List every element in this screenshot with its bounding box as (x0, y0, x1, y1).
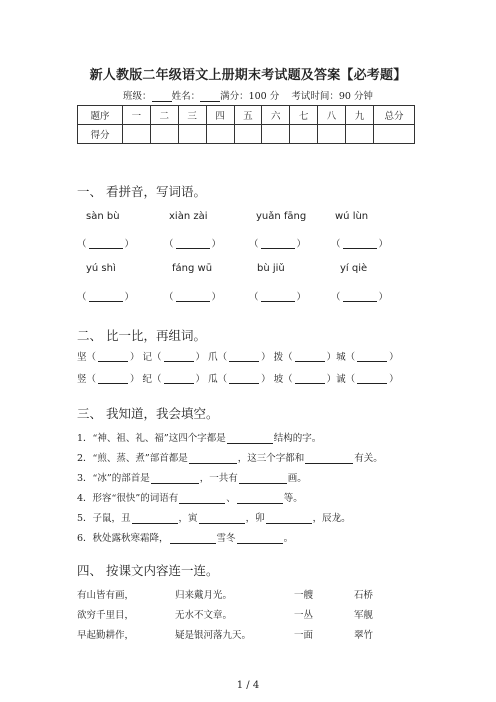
question-3: 3．“冰”的部首是 ，一共有 画。 (77, 473, 307, 484)
question-6: 6．秋处露秋寒霜降， 雪冬 。 (77, 533, 294, 544)
header-cell: 九 (346, 106, 374, 125)
header-cell: 一 (123, 106, 151, 125)
compare-row-1: 坚（ ） 记（ ） 爪（ ） 拨（ ）城（ ） (77, 352, 399, 363)
class-label: 班级： (123, 91, 152, 102)
fill-blank[interactable] (266, 514, 312, 524)
word-blank[interactable] (164, 353, 194, 362)
fill-blank[interactable] (237, 494, 283, 504)
section2-title: 二、 比一比，再组词。 (77, 328, 206, 343)
score-cell[interactable] (318, 125, 346, 144)
fill-blank[interactable] (227, 434, 273, 444)
name-blank[interactable] (200, 91, 220, 102)
pinyin-5: yú shì (86, 263, 116, 274)
score-cell[interactable] (346, 125, 374, 144)
match-right2[interactable]: 军舰 (354, 610, 374, 621)
score-cell[interactable] (206, 125, 234, 144)
section4-title: 四、 按课文内容连一连。 (77, 563, 219, 578)
answer-box-2[interactable]: （ ） (164, 239, 222, 250)
match-right1[interactable]: 一面 (294, 630, 314, 641)
fill-blank[interactable] (189, 454, 237, 464)
pinyin-6: fáng wū (172, 263, 213, 274)
score-cell[interactable] (290, 125, 318, 144)
page-title: 新人教版二年级语文上册期末考试题及答案【必考题】 (89, 68, 407, 83)
header-cell: 五 (234, 106, 262, 125)
word-blank[interactable] (229, 353, 259, 362)
pinyin-4: wú lùn (335, 211, 369, 222)
score-table-row (78, 125, 415, 144)
score-table (77, 105, 415, 144)
score-cell[interactable] (374, 125, 415, 144)
header-cell: 八 (318, 106, 346, 125)
full-score: 满分：100 分 (220, 91, 280, 102)
match-right2[interactable]: 翠竹 (354, 630, 374, 641)
word-blank[interactable] (295, 353, 325, 362)
question-1: 1．“神、祖、礼、福”这四个字都是 结构的字。 (77, 433, 322, 444)
match-middle[interactable]: 疑是银河落九天。 (175, 630, 252, 641)
fill-blank[interactable] (199, 514, 245, 524)
fill-blank[interactable] (132, 514, 178, 524)
score-cell[interactable] (234, 125, 262, 144)
answer-box-8[interactable]: （ ） (331, 292, 389, 303)
match-middle[interactable]: 无水不文章。 (175, 610, 233, 621)
match-right1[interactable]: 一艘 (294, 590, 314, 601)
compare-row-2: 竖（ ） 纪（ ） 瓜（ ） 坡（ ）诚（ ） (77, 374, 399, 385)
header-cell: 六 (262, 106, 290, 125)
score-cell[interactable] (123, 125, 151, 144)
answer-box-3[interactable]: （ ） (249, 239, 307, 250)
question-5: 5．子鼠，丑 ，寅 ，卯 ，辰龙。 (77, 513, 351, 524)
score-cell[interactable] (262, 125, 290, 144)
word-blank[interactable] (357, 353, 387, 362)
section3-title: 三、 我知道，我会填空。 (77, 406, 219, 421)
word-blank[interactable] (164, 375, 194, 384)
header-cell: 题序 (78, 106, 123, 125)
header-cell: 三 (178, 106, 206, 125)
word-blank[interactable] (98, 375, 128, 384)
score-cell[interactable] (150, 125, 178, 144)
word-blank[interactable] (229, 375, 259, 384)
fill-blank[interactable] (151, 474, 199, 484)
fill-blank[interactable] (179, 494, 225, 504)
answer-box-4[interactable]: （ ） (331, 239, 389, 250)
question-2: 2．“煎、蒸、煮”部首都是 ，这三个字都和 有关。 (77, 453, 383, 464)
fill-blank[interactable] (170, 534, 216, 544)
score-table-header (78, 106, 415, 125)
exam-info (0, 88, 496, 102)
answer-box-1[interactable]: （ ） (77, 239, 135, 250)
answer-box-7[interactable]: （ ） (249, 292, 307, 303)
name-label: 姓名： (171, 91, 201, 102)
header-cell: 二 (150, 106, 178, 125)
fill-blank[interactable] (237, 534, 283, 544)
pinyin-7: bù jiǔ (257, 263, 285, 274)
word-blank[interactable] (295, 375, 325, 384)
page-number: 1 / 4 (236, 680, 260, 691)
match-right2[interactable]: 石桥 (354, 590, 374, 601)
header-cell: 总分 (374, 106, 415, 125)
word-blank[interactable] (98, 353, 128, 362)
pinyin-3: yuǎn fāng (256, 211, 307, 222)
pinyin-8: yí qiè (340, 263, 368, 274)
question-4: 4．形容“很快”的词语有 、 等。 (77, 493, 303, 504)
score-cell[interactable] (178, 125, 206, 144)
pinyin-2: xiàn zài (169, 211, 208, 222)
exam-time: 考试时间：90 分钟 (291, 91, 373, 102)
pinyin-1: sàn bù (86, 211, 120, 222)
row-label: 得分 (78, 125, 123, 144)
match-left[interactable]: 欲穷千里目， (77, 610, 135, 621)
fill-blank[interactable] (239, 474, 287, 484)
class-blank[interactable] (152, 91, 172, 102)
header-cell: 四 (206, 106, 234, 125)
word-blank[interactable] (357, 375, 387, 384)
answer-box-5[interactable]: （ ） (77, 292, 135, 303)
fill-blank[interactable] (305, 454, 353, 464)
match-right1[interactable]: 一丛 (294, 610, 314, 621)
section1-title: 一、 看拼音，写词语。 (77, 184, 206, 199)
match-left[interactable]: 有山皆有画， (77, 590, 135, 601)
answer-box-6[interactable]: （ ） (164, 292, 222, 303)
match-middle[interactable]: 归来戴月光。 (175, 590, 233, 601)
header-cell: 七 (290, 106, 318, 125)
match-left[interactable]: 早起勤耕作， (77, 630, 135, 641)
